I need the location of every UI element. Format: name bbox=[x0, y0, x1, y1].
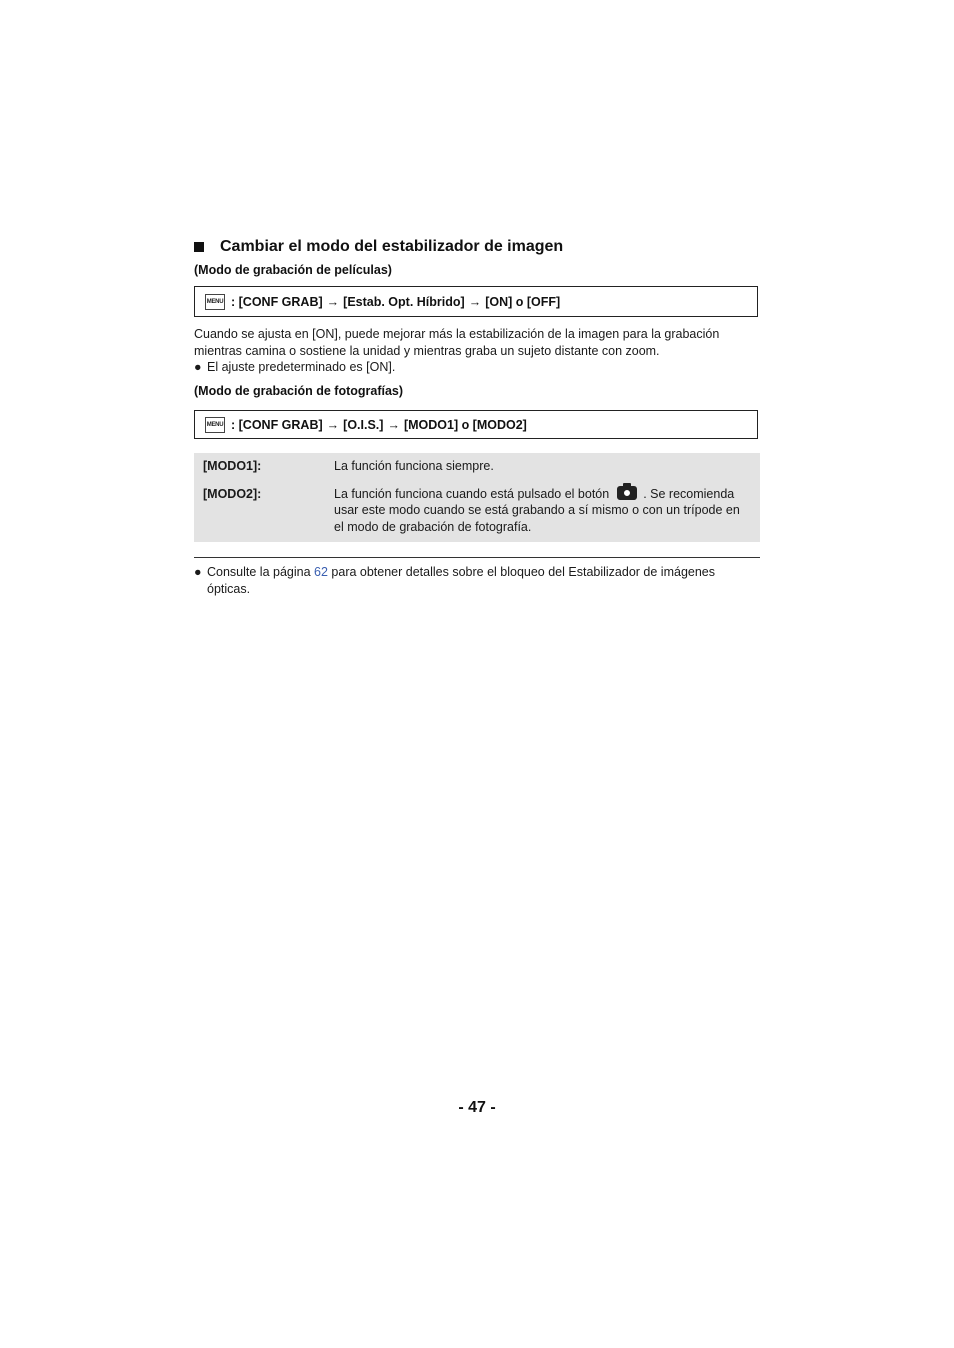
description-line: Cuando se ajusta en [ON], puede mejorar más la estabilización de la imagen para la grabación bbox=[194, 327, 720, 341]
mode-description bbox=[334, 486, 748, 536]
footnote-text-part: Consulte la página bbox=[207, 565, 315, 579]
menu-path-step: : [CONF GRAB] bbox=[231, 294, 323, 309]
footnote-text-part: para obtener detalles sobre el bloqueo del Estabilizador de imágenes ópticas. bbox=[207, 565, 715, 596]
menu-icon: MENU bbox=[205, 294, 225, 310]
mode-description-text: . Se recomienda usar este modo cuando se está grabando a sí mismo o con un trípode en el modo de grabación de fotografía. bbox=[334, 486, 740, 534]
default-note bbox=[194, 359, 760, 376]
table-row bbox=[194, 458, 760, 475]
section-title: Cambiar el modo del estabilizador de imagen bbox=[220, 238, 564, 255]
menu-path-step: [O.I.S.] bbox=[343, 417, 384, 432]
menu-path-step: : [CONF GRAB] bbox=[231, 417, 323, 432]
camera-icon bbox=[617, 486, 637, 500]
photo-mode-subtitle: (Modo de grabación de fotografías) bbox=[194, 384, 404, 398]
mode-key: [MODO2]: bbox=[203, 486, 262, 501]
mode-key: [MODO1]: bbox=[203, 459, 262, 473]
section-heading bbox=[194, 238, 563, 256]
menu-path-step: [Estab. Opt. Híbrido] bbox=[343, 294, 465, 309]
menu-path-step: [ON] o [OFF] bbox=[485, 294, 561, 309]
divider bbox=[194, 557, 760, 558]
bullet-icon: ● bbox=[194, 360, 202, 374]
square-bullet-icon bbox=[194, 242, 204, 252]
arrow-right-icon: → bbox=[468, 294, 482, 309]
mode-description-text: La función funciona cuando está pulsado el botón bbox=[334, 486, 610, 501]
arrow-right-icon: → bbox=[387, 417, 400, 432]
mode-description: La función funciona siempre. bbox=[334, 459, 494, 473]
movie-menu-path-box bbox=[194, 286, 758, 317]
default-note-text: El ajuste predeterminado es [ON]. bbox=[207, 360, 396, 374]
mode-table bbox=[194, 453, 760, 542]
description-line: mientras camina o sostiene la unidad y mientras graba un sujeto distante con zoom. bbox=[194, 343, 660, 358]
page-link[interactable]: 62 bbox=[314, 565, 328, 579]
menu-icon: MENU bbox=[205, 417, 225, 433]
movie-mode-subtitle: (Modo de grabación de películas) bbox=[194, 263, 392, 277]
page-number: - 47 - bbox=[458, 1099, 496, 1116]
arrow-right-icon: → bbox=[326, 294, 340, 309]
menu-path-step: [MODO1] o [MODO2] bbox=[403, 417, 527, 432]
footnote-line bbox=[194, 564, 760, 597]
photo-menu-path-box bbox=[194, 410, 758, 439]
movie-description bbox=[194, 326, 760, 376]
footnote bbox=[194, 564, 760, 597]
bullet-icon: ● bbox=[194, 565, 202, 579]
footnote-text bbox=[207, 564, 760, 597]
arrow-right-icon: → bbox=[326, 417, 340, 432]
table-row bbox=[194, 486, 760, 536]
